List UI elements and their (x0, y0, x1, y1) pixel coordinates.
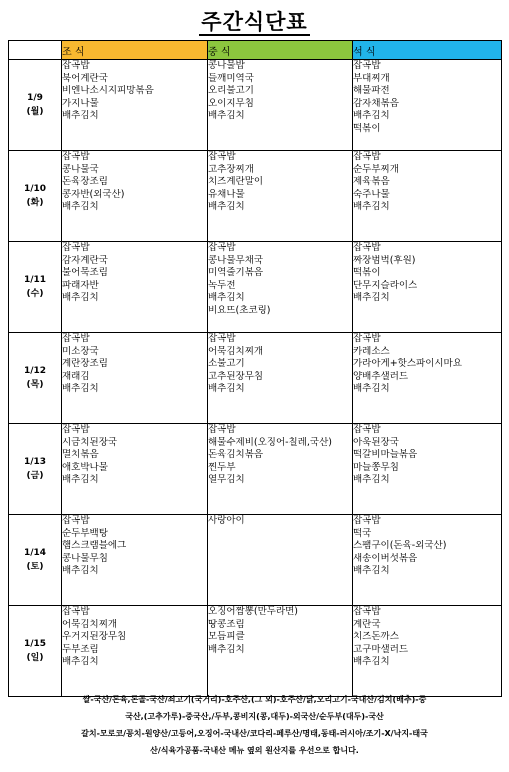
menu-item: 녹두전 (208, 279, 236, 291)
menu-item: 잡곡밥 (353, 515, 381, 526)
weekly-menu-table (8, 40, 502, 697)
dinner-cell (353, 333, 502, 424)
menu-item: 배추김치 (208, 643, 245, 655)
lunch-cell (208, 151, 353, 242)
menu-item: 잡곡밥 (62, 424, 90, 435)
date-cell (9, 242, 62, 333)
breakfast-cell (62, 60, 208, 151)
day-row (9, 515, 502, 606)
date-cell (9, 606, 62, 697)
menu-item: 애호박나물 (62, 461, 108, 473)
menu-item: 고추된장무침 (208, 370, 264, 382)
menu-item: 배추김치 (62, 292, 99, 303)
menu-item: 잡곡밥 (353, 333, 381, 344)
menu-item: 배추김치 (353, 201, 390, 212)
weekday-label: (화) (26, 198, 44, 208)
menu-item: 어묵김치찌개 (208, 345, 264, 357)
date-label: 1/14 (23, 548, 47, 558)
weekday-label: (수) (26, 289, 44, 299)
menu-item: 콩나물무침 (62, 552, 108, 564)
date-label: 1/13 (23, 457, 47, 467)
menu-item: 잡곡밥 (208, 333, 236, 344)
menu-item: 북어계란국 (62, 72, 108, 84)
dinner-cell (353, 151, 502, 242)
menu-item: 잡곡밥 (62, 333, 90, 344)
menu-item: 콩나물무채국 (208, 254, 264, 266)
menu-item: 떡볶이 (353, 267, 381, 278)
menu-item: 스팸구이(돈육-외국산) (353, 540, 447, 551)
weekday-label: (목) (26, 380, 44, 390)
menu-item: 고추장찌개 (208, 163, 254, 175)
breakfast-cell (62, 606, 208, 697)
date-label: 1/15 (23, 639, 47, 649)
menu-item: 배추김치 (208, 383, 245, 394)
dinner-cell (353, 60, 502, 151)
day-row (9, 151, 502, 242)
menu-item: 가라아게+핫스파이시마요 (353, 358, 462, 369)
menu-item: 배추김치 (353, 565, 390, 576)
menu-item: 열무김치 (208, 474, 245, 485)
lunch-cell (208, 333, 353, 424)
menu-item: 잡곡밥 (353, 60, 381, 71)
menu-item: 비요뜨(초코링) (208, 304, 271, 316)
weekday-label: (월) (26, 107, 44, 117)
menu-item: 비엔나소시지피망볶음 (62, 85, 154, 96)
menu-item: 떡갈비마늘볶음 (353, 449, 418, 460)
menu-item: 배추김치 (62, 201, 99, 212)
origin-note-line: 갈치-모로코/꽁치-원양산/고등어,오징어-국내산/코다리-페루산/명태,동태-러시아/조기-X/낙지-태국 (81, 729, 428, 738)
menu-item: 해물파전 (353, 85, 390, 96)
menu-item: 배추김치 (208, 110, 245, 121)
breakfast-column-header: 조 식 (62, 41, 208, 60)
menu-item: 우거지된장무침 (62, 631, 127, 642)
menu-item: 떡국 (353, 527, 372, 539)
menu-item: 잡곡밥 (208, 151, 236, 162)
date-cell (9, 424, 62, 515)
menu-item: 사랑아이 (208, 515, 245, 526)
menu-item: 오징어짬뽕(만두라면) (208, 606, 299, 617)
menu-item: 배추김치 (208, 201, 245, 212)
menu-item: 배추김치 (353, 383, 390, 394)
date-column-header (9, 41, 62, 60)
menu-item: 카레소스 (353, 345, 390, 357)
menu-item: 배추김치 (353, 656, 390, 667)
menu-item: 잡곡밥 (208, 424, 236, 435)
day-row (9, 242, 502, 333)
menu-item: 잡곡밥 (62, 606, 90, 617)
menu-item: 잡곡밥 (62, 242, 90, 253)
dinner-cell (353, 424, 502, 515)
menu-item: 찐두부 (208, 461, 236, 473)
weekday-label: (금) (26, 471, 44, 481)
menu-item: 잡곡밥 (353, 151, 381, 162)
menu-item: 햄스크램블에그 (62, 540, 127, 551)
menu-item: 배추김치 (62, 110, 99, 121)
date-label: 1/9 (27, 93, 43, 103)
date-cell (9, 60, 62, 151)
menu-item: 잡곡밥 (353, 606, 381, 617)
page-title (0, 6, 509, 36)
menu-item: 감자채볶음 (353, 97, 399, 109)
menu-item: 잡곡밥 (353, 242, 381, 253)
breakfast-cell (62, 151, 208, 242)
origin-note-line: 국산,(고추가루)-중국산,/두부,콩비지(콩,대두)-외국산/순두부(대두)-국산 (125, 712, 384, 721)
menu-item: 제육볶음 (353, 176, 390, 187)
menu-item: 콩자반(외국산) (62, 188, 125, 200)
day-row (9, 606, 502, 697)
menu-item: 가지나물 (62, 97, 99, 109)
dinner-column-header: 석 식 (353, 41, 502, 60)
menu-item: 불어묵조림 (62, 267, 108, 278)
menu-item: 해물수제비(오징어-칠레,국산) (208, 436, 332, 448)
menu-item: 잡곡밥 (353, 424, 381, 435)
breakfast-cell (62, 333, 208, 424)
menu-item: 오이지무침 (208, 97, 254, 109)
menu-item: 마늘쫑무침 (353, 461, 399, 473)
origin-note-line: 쌀-국산/돈육,돈골-국산/쇠고기(국거리)-호주산,(그 외)-호주산/닭,오리고기-국내산/김치(배추)-중 (82, 695, 427, 704)
lunch-cell (208, 515, 353, 606)
day-row (9, 60, 502, 151)
menu-item: 고구마샐러드 (353, 643, 409, 655)
menu-item: 소불고기 (208, 358, 245, 369)
dinner-cell (353, 606, 502, 697)
menu-item: 새송이버섯볶음 (353, 552, 418, 564)
date-cell (9, 333, 62, 424)
menu-item: 잡곡밥 (62, 515, 90, 526)
menu-item: 배추김치 (62, 474, 99, 485)
date-cell (9, 151, 62, 242)
menu-item: 시금치된장국 (62, 436, 118, 448)
menu-item: 모듬피클 (208, 631, 245, 642)
day-row (9, 333, 502, 424)
lunch-column-header: 중 식 (208, 41, 353, 60)
menu-item: 돈육장조림 (62, 176, 108, 187)
date-label: 1/11 (23, 275, 47, 285)
menu-item: 들깨미역국 (208, 72, 254, 84)
menu-item: 유채나물 (208, 188, 245, 200)
dinner-cell (353, 242, 502, 333)
menu-item: 계란국 (353, 618, 381, 630)
menu-item: 돈육김치볶음 (208, 449, 264, 460)
menu-item: 재래김 (62, 370, 90, 382)
menu-item: 순두부찌개 (353, 163, 399, 175)
menu-item: 배추김치 (62, 656, 99, 667)
weekday-label: (토) (26, 562, 44, 572)
lunch-cell (208, 424, 353, 515)
menu-item: 떡볶이 (353, 122, 381, 134)
menu-item: 치즈계란말이 (208, 176, 264, 187)
menu-item: 계란장조림 (62, 358, 108, 369)
menu-item: 양배추샐러드 (353, 370, 409, 382)
lunch-cell (208, 60, 353, 151)
menu-item: 배추김치 (208, 292, 245, 303)
menu-item: 어묵김치찌개 (62, 618, 118, 630)
weekday-label: (일) (26, 653, 44, 663)
menu-item: 콩나물국 (62, 163, 99, 175)
origin-note-line: 산/식육가공품-국내산 메뉴 옆의 원산지를 우선으로 합니다. (150, 746, 359, 755)
date-label: 1/12 (23, 366, 47, 376)
menu-item: 배추김치 (353, 292, 390, 303)
menu-item: 미소장국 (62, 345, 99, 357)
date-cell (9, 515, 62, 606)
menu-item: 배추김치 (353, 474, 390, 485)
menu-item: 배추김치 (62, 565, 99, 576)
menu-item: 부대찌개 (353, 72, 390, 84)
origin-note (6, 691, 503, 759)
menu-item: 단무지슬라이스 (353, 279, 418, 291)
header-row (9, 41, 502, 60)
date-label: 1/10 (23, 184, 47, 194)
menu-item: 멸치볶음 (62, 449, 99, 460)
menu-item: 치즈돈까스 (353, 631, 399, 642)
lunch-cell (208, 606, 353, 697)
menu-item: 배추김치 (62, 383, 99, 394)
dinner-cell (353, 515, 502, 606)
day-row (9, 424, 502, 515)
menu-item: 잡곡밥 (208, 242, 236, 253)
menu-item: 아욱된장국 (353, 436, 399, 448)
breakfast-cell (62, 424, 208, 515)
menu-item: 두부조림 (62, 643, 99, 655)
menu-item: 콩나물밥 (208, 60, 245, 71)
menu-item: 숙주나물 (353, 188, 390, 200)
menu-item: 감자계란국 (62, 254, 108, 266)
menu-item: 순두부백탕 (62, 527, 108, 539)
breakfast-cell (62, 515, 208, 606)
menu-item: 배추김치 (353, 110, 390, 121)
lunch-cell (208, 242, 353, 333)
menu-item: 잡곡밥 (62, 151, 90, 162)
breakfast-cell (62, 242, 208, 333)
menu-item: 파래자반 (62, 279, 99, 291)
menu-item: 오리불고기 (208, 85, 254, 96)
page-title-text: 주간식단표 (201, 10, 308, 34)
menu-item: 땅콩조림 (208, 618, 245, 630)
menu-item: 미역줄기볶음 (208, 267, 264, 278)
menu-item: 잡곡밥 (62, 60, 90, 71)
menu-item: 짜장범벅(후원) (353, 254, 416, 266)
